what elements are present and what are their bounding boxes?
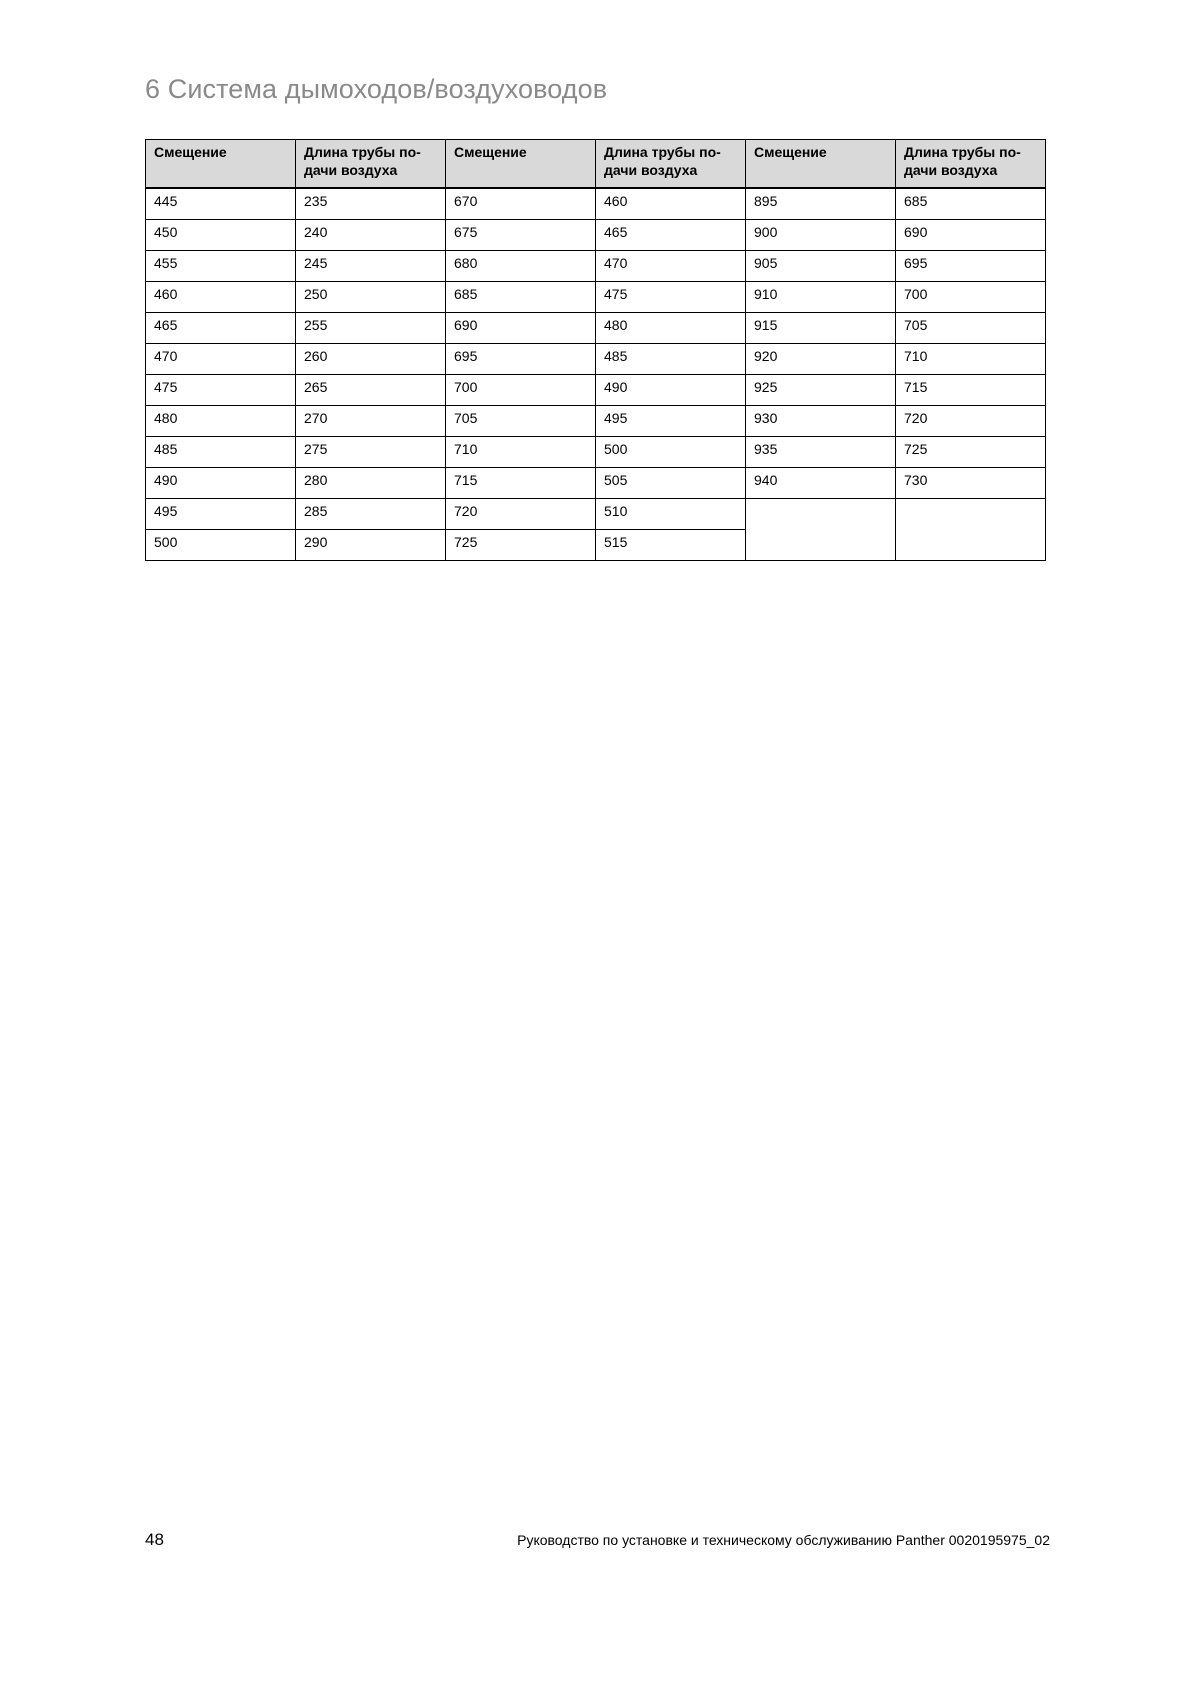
air-pipe-length-cell: 500 [596, 437, 746, 468]
air-pipe-length-cell: 460 [596, 188, 746, 220]
air-pipe-length-cell: 490 [596, 375, 746, 406]
offset-cell: 490 [146, 468, 296, 499]
air-pipe-length-cell: 465 [596, 220, 746, 251]
air-pipe-length-cell: 245 [296, 251, 446, 282]
table-row [146, 313, 1046, 344]
header-air-pipe-length: Длина трубы по- дачи воздуха [296, 140, 446, 189]
air-pipe-length-cell: 725 [896, 437, 1046, 468]
air-pipe-length-cell: 495 [596, 406, 746, 437]
header-air-pipe-length: Длина трубы по- дачи воздуха [596, 140, 746, 189]
header-offset: Смещение [146, 140, 296, 189]
offset-cell: 715 [446, 468, 596, 499]
offset-cell: 470 [146, 344, 296, 375]
offset-cell: 700 [446, 375, 596, 406]
offset-cell: 710 [446, 437, 596, 468]
air-pipe-length-cell: 515 [596, 530, 746, 561]
air-pipe-length-cell: 510 [596, 499, 746, 530]
offset-cell: 485 [146, 437, 296, 468]
empty-cell [896, 499, 1046, 561]
offset-cell: 680 [446, 251, 596, 282]
offset-cell: 445 [146, 188, 296, 220]
air-pipe-length-cell: 505 [596, 468, 746, 499]
offset-cell: 500 [146, 530, 296, 561]
offset-cell: 670 [446, 188, 596, 220]
table-row [146, 188, 1046, 220]
offset-cell: 450 [146, 220, 296, 251]
air-pipe-length-cell: 715 [896, 375, 1046, 406]
offset-cell: 935 [746, 437, 896, 468]
offset-cell: 495 [146, 499, 296, 530]
air-pipe-length-cell: 240 [296, 220, 446, 251]
air-pipe-length-cell: 710 [896, 344, 1046, 375]
table-row [146, 499, 1046, 530]
air-pipe-length-cell: 265 [296, 375, 446, 406]
offset-cell: 895 [746, 188, 896, 220]
offset-cell: 915 [746, 313, 896, 344]
offset-cell: 690 [446, 313, 596, 344]
header-air-pipe-length: Длина трубы по- дачи воздуха [896, 140, 1046, 189]
offset-cell: 460 [146, 282, 296, 313]
air-pipe-length-cell: 705 [896, 313, 1046, 344]
offset-cell: 725 [446, 530, 596, 561]
table-row [146, 344, 1046, 375]
header-row [146, 140, 1046, 189]
footer-text: Руководство по установке и техническому обслуживанию Panther 0020195975_02 [517, 1532, 1050, 1548]
air-pipe-length-cell: 690 [896, 220, 1046, 251]
header-offset: Смещение [446, 140, 596, 189]
offset-cell: 480 [146, 406, 296, 437]
offset-cell: 695 [446, 344, 596, 375]
offset-cell: 930 [746, 406, 896, 437]
table-row [146, 282, 1046, 313]
header-offset: Смещение [746, 140, 896, 189]
air-pipe-length-cell: 470 [596, 251, 746, 282]
offset-cell: 920 [746, 344, 896, 375]
table-row [146, 251, 1046, 282]
air-pipe-length-cell: 730 [896, 468, 1046, 499]
air-pipe-length-cell: 720 [896, 406, 1046, 437]
offset-cell: 475 [146, 375, 296, 406]
air-pipe-length-cell: 280 [296, 468, 446, 499]
offset-cell: 925 [746, 375, 896, 406]
air-pipe-length-cell: 475 [596, 282, 746, 313]
air-pipe-length-cell: 480 [596, 313, 746, 344]
table-body [146, 188, 1046, 561]
table-row [146, 468, 1046, 499]
air-pipe-length-cell: 270 [296, 406, 446, 437]
table-row [146, 375, 1046, 406]
air-pipe-length-cell: 700 [896, 282, 1046, 313]
air-pipe-length-cell: 290 [296, 530, 446, 561]
air-pipe-length-cell: 285 [296, 499, 446, 530]
offset-cell: 900 [746, 220, 896, 251]
air-pipe-length-cell: 695 [896, 251, 1046, 282]
air-pipe-length-cell: 250 [296, 282, 446, 313]
air-pipe-length-cell: 685 [896, 188, 1046, 220]
offset-cell: 905 [746, 251, 896, 282]
offset-cell: 685 [446, 282, 596, 313]
air-pipe-length-cell: 235 [296, 188, 446, 220]
section-heading: 6 Система дымоходов/воздуховодов [145, 74, 608, 104]
offset-cell: 705 [446, 406, 596, 437]
offset-cell: 465 [146, 313, 296, 344]
air-pipe-length-cell: 485 [596, 344, 746, 375]
air-pipe-length-cell: 255 [296, 313, 446, 344]
table-row [146, 406, 1046, 437]
empty-cell [746, 499, 896, 561]
offset-cell: 910 [746, 282, 896, 313]
air-pipe-length-cell: 260 [296, 344, 446, 375]
page-number: 48 [145, 1530, 164, 1549]
offset-cell: 455 [146, 251, 296, 282]
table-row [146, 437, 1046, 468]
offset-cell: 940 [746, 468, 896, 499]
table-row [146, 220, 1046, 251]
offset-cell: 675 [446, 220, 596, 251]
offset-table [145, 139, 1046, 561]
air-pipe-length-cell: 275 [296, 437, 446, 468]
offset-cell: 720 [446, 499, 596, 530]
table-header [146, 140, 1046, 189]
